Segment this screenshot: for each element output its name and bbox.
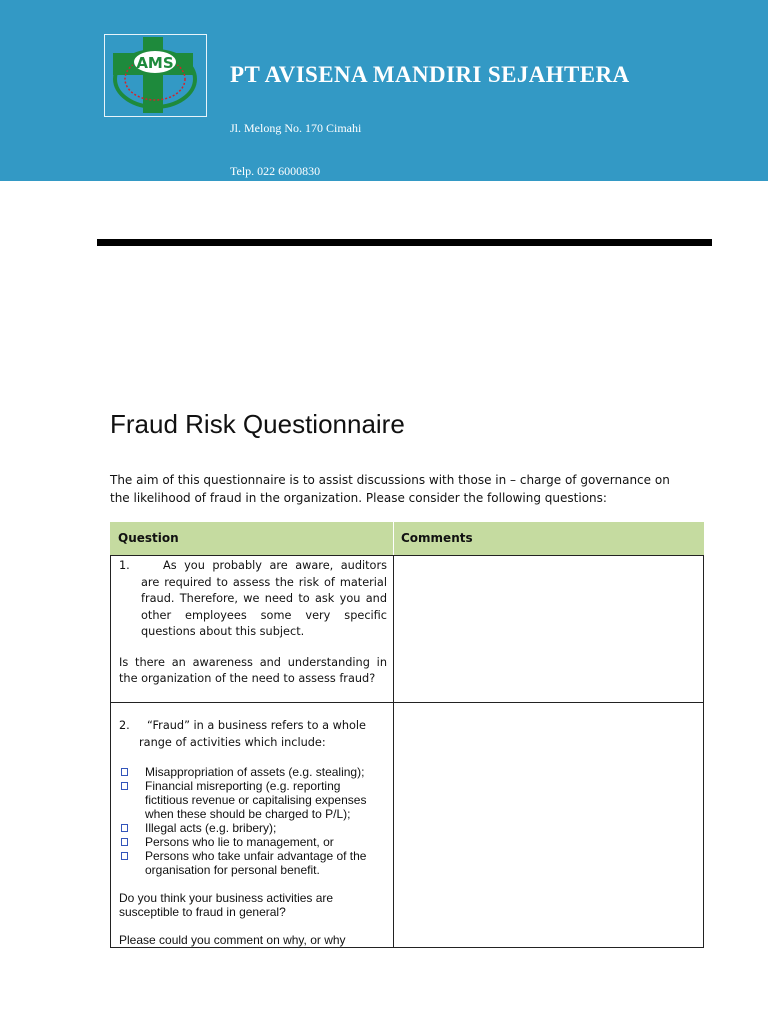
question-cell-1 (119, 558, 387, 688)
question-number: 1. (119, 559, 130, 572)
checkbox-bullet-icon (121, 838, 128, 846)
row-divider (110, 702, 704, 703)
column-header-question: Question (118, 531, 179, 545)
question-number: 2. (119, 719, 130, 732)
list-item: Misappropriation of assets (e.g. stealing); (119, 765, 387, 779)
checkbox-bullet-icon (121, 782, 128, 790)
company-logo (104, 34, 207, 117)
company-address: Jl. Melong No. 170 Cimahi (230, 121, 362, 135)
question-prompt: Do you think your business activities are susceptible to fraud in general? (119, 891, 334, 919)
letterhead-banner (0, 0, 768, 181)
intro-paragraph: The aim of this questionnaire is to assist discussions with those in – charge of governance on the likelihood of fraud in the organization. Please consider the following questions: (110, 473, 670, 505)
question-text-line2: range of activities which include: (139, 735, 326, 749)
checkbox-bullet-icon (121, 768, 128, 776)
list-item: Financial misreporting (e.g. reporting fictitious revenue or capitalising expenses when these should be charged to P/L); (119, 779, 387, 821)
list-item: Illegal acts (e.g. bribery); (119, 821, 387, 835)
list-item: Persons who lie to management, or (119, 835, 387, 849)
list-item: Persons who take unfair advantage of the organisation for personal benefit. (119, 849, 387, 877)
question-text-line1: “Fraud” in a business refers to a whole (147, 719, 366, 732)
checkbox-bullet-icon (121, 852, 128, 860)
question-followup: Please could you comment on why, or why (119, 933, 346, 947)
header-divider (97, 239, 712, 246)
question-prompt: Is there an awareness and understanding in the organization of the need to assess fraud? (119, 655, 387, 685)
question-text: As you probably are aware, auditors are required to assess the risk of material fraud. Therefore, we need to ask you and other employees some very specific questions about this subject. (141, 559, 387, 638)
checkbox-bullet-icon (121, 824, 128, 832)
question-cell-2 (119, 718, 387, 947)
fraud-types-list (119, 765, 387, 877)
company-name: PT AVISENA MANDIRI SEJAHTERA (230, 62, 630, 87)
document-title: Fraud Risk Questionnaire (110, 409, 405, 439)
column-divider (393, 555, 394, 948)
company-telephone: Telp. 022 6000830 (230, 164, 321, 178)
column-header-comments: Comments (401, 531, 473, 545)
table-header (110, 522, 704, 555)
logo-text: AMS (136, 54, 174, 72)
